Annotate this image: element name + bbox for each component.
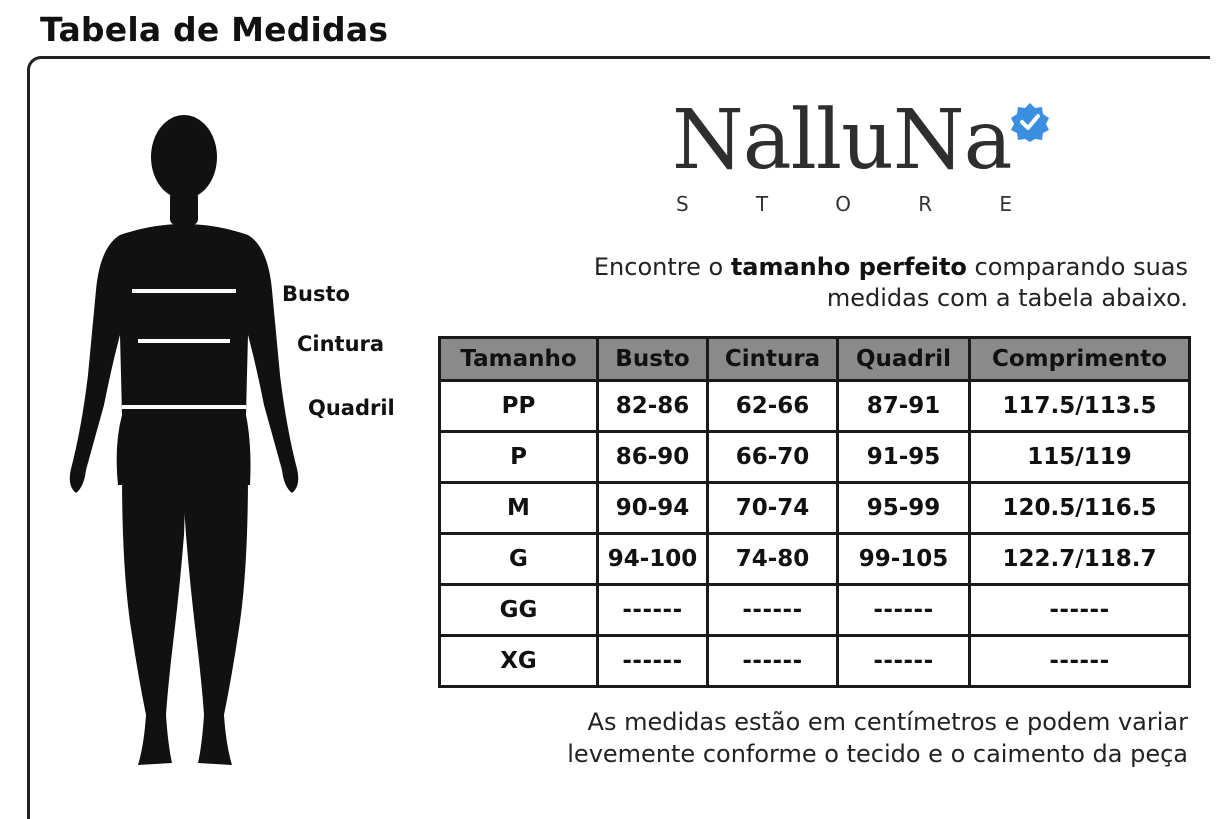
cell-size: M (440, 483, 598, 534)
table-row (440, 381, 1190, 432)
brand-subtitle-letter: R (918, 192, 933, 216)
cell-comprimento: ------ (970, 636, 1190, 687)
brand-name: NalluNa (672, 93, 1012, 188)
label-quadril: Quadril (308, 396, 395, 420)
body-silhouette (60, 115, 310, 775)
header-busto: Busto (598, 338, 708, 381)
cell-busto: 82-86 (598, 381, 708, 432)
cell-size: G (440, 534, 598, 585)
cell-quadril: ------ (838, 585, 970, 636)
label-cintura: Cintura (297, 332, 385, 356)
intro-after: comparando suas medidas com a tabela abaixo. (826, 253, 1188, 312)
cell-busto: ------ (598, 636, 708, 687)
cell-cintura: ------ (708, 585, 838, 636)
footnote-line-1: As medidas estão em centímetros e podem variar (587, 708, 1188, 736)
cell-cintura: 62-66 (708, 381, 838, 432)
label-busto: Busto (282, 282, 350, 306)
brand-subtitle-letter: S (676, 192, 689, 216)
cell-comprimento: 115/119 (970, 432, 1190, 483)
cell-comprimento: 122.7/118.7 (970, 534, 1190, 585)
cell-quadril: 87-91 (838, 381, 970, 432)
cell-size: XG (440, 636, 598, 687)
cell-quadril: 95-99 (838, 483, 970, 534)
table-row (440, 585, 1190, 636)
cell-cintura: ------ (708, 636, 838, 687)
verified-badge-icon (1010, 102, 1050, 142)
page-title: Tabela de Medidas (40, 10, 389, 49)
intro-before: Encontre o (593, 253, 731, 281)
header-cintura: Cintura (708, 338, 838, 381)
header-quadril: Quadril (838, 338, 970, 381)
table-row (440, 636, 1190, 687)
cell-size: PP (440, 381, 598, 432)
cell-busto: 94-100 (598, 534, 708, 585)
header-comprimento: Comprimento (970, 338, 1190, 381)
cell-comprimento: ------ (970, 585, 1190, 636)
cell-busto: 86-90 (598, 432, 708, 483)
cell-cintura: 70-74 (708, 483, 838, 534)
intro-bold: tamanho perfeito (730, 253, 967, 281)
cell-size: P (440, 432, 598, 483)
cell-cintura: 66-70 (708, 432, 838, 483)
table-row (440, 432, 1190, 483)
cell-busto: ------ (598, 585, 708, 636)
footnote-line-2: levemente conforme o tecido e o caimento da peça (567, 740, 1188, 768)
cell-comprimento: 120.5/116.5 (970, 483, 1190, 534)
cell-quadril: ------ (838, 636, 970, 687)
brand-subtitle (676, 192, 1012, 216)
cell-busto: 90-94 (598, 483, 708, 534)
header-tamanho: Tamanho (440, 338, 598, 381)
brand-subtitle-letter: E (999, 192, 1012, 216)
table-row (440, 534, 1190, 585)
table-header-row (440, 338, 1190, 381)
footnote (488, 706, 1188, 770)
table-row (440, 483, 1190, 534)
cell-quadril: 99-105 (838, 534, 970, 585)
brand-subtitle-letter: T (755, 192, 769, 216)
brand-subtitle-letter: O (835, 192, 852, 216)
cell-quadril: 91-95 (838, 432, 970, 483)
size-table (438, 336, 1191, 688)
cell-comprimento: 117.5/113.5 (970, 381, 1190, 432)
cell-size: GG (440, 585, 598, 636)
intro-text (548, 252, 1188, 314)
cell-cintura: 74-80 (708, 534, 838, 585)
brand-logo (672, 93, 1052, 220)
